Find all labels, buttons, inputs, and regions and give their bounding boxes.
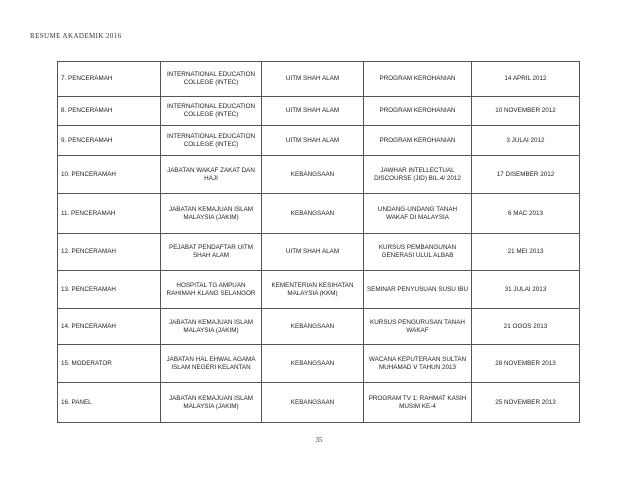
activities-table [57,61,580,423]
organizer-cell: JABATAN HAL EHWAL AGAMA ISLAM NEGERI KELANTAN [161,345,262,383]
program-cell: JAWHAR INTELLECTUAL DISCOURSE (JID) BIL.4/ 2012 [364,156,472,194]
organizer-cell: PEJABAT PENDAFTAR UITM SHAH ALAM [161,234,262,271]
program-cell: PROGRAM TV 1: RAHMAT KASIH MUSIM KE-4 [364,383,472,423]
table-row [58,62,580,97]
date-cell: 17 DISEMBER 2012 [472,156,580,194]
program-cell: SEMINAR PENYUSUAN SUSU IBU [364,271,472,309]
table-row [58,126,580,156]
date-cell: 31 JULAI 2013 [472,271,580,309]
organizer-cell: JABATAN KEMAJUAN ISLAM MALAYSIA (JAKIM) [161,309,262,345]
organizer-cell: INTERNATIONAL EDUCATION COLLEGE (INTEC) [161,62,262,97]
table-row [58,97,580,126]
organizer-cell: JABATAN WAKAF ZAKAT DAN HAJI [161,156,262,194]
date-cell: 10 NOVEMBER 2012 [472,97,580,126]
table-row [58,156,580,194]
role-cell: 16. PANEL [58,383,161,423]
level-cell: UITM SHAH ALAM [262,97,364,126]
program-cell: PROGRAM KEROHANIAN [364,97,472,126]
level-cell: UITM SHAH ALAM [262,62,364,97]
page-number: 35 [315,436,323,444]
table-row [58,194,580,234]
level-cell: KEBANGSAAN [262,383,364,423]
date-cell: 21 OGOS 2013 [472,309,580,345]
organizer-cell: HOSPITAL TG AMPUAN RAHIMAH KLANG SELANGOR [161,271,262,309]
date-cell: 21 MEI 2013 [472,234,580,271]
organizer-cell: INTERNATIONAL EDUCATION COLLEGE (INTEC) [161,126,262,156]
role-cell: 15. MODERATOR [58,345,161,383]
table-row [58,383,580,423]
level-cell: KEBANGSAAN [262,309,364,345]
program-cell: WACANA KEPUTERAAN SULTAN MUHAMAD V TAHUN 2013 [364,345,472,383]
table-row [58,234,580,271]
program-cell: PROGRAM KEROHANIAN [364,126,472,156]
table-row [58,309,580,345]
table-row [58,271,580,309]
organizer-cell: INTERNATIONAL EDUCATION COLLEGE (INTEC) [161,97,262,126]
level-cell: UITM SHAH ALAM [262,234,364,271]
date-cell: 14 APRIL 2012 [472,62,580,97]
role-cell: 9. PENCERAMAH [58,126,161,156]
role-cell: 7. PENCERAMAH [58,62,161,97]
role-cell: 10. PENCERAMAH [58,156,161,194]
level-cell: KEBANGSAAN [262,194,364,234]
role-cell: 8. PENCERAMAH [58,97,161,126]
organizer-cell: JABATAN KEMAJUAN ISLAM MALAYSIA (JAKIM) [161,383,262,423]
level-cell: KEBANGSAAN [262,345,364,383]
program-cell: KURSUS PENGURUSAN TANAH WAKAF [364,309,472,345]
date-cell: 28 NOVEMBER 2013 [472,345,580,383]
role-cell: 11. PENCERAMAH [58,194,161,234]
table-row [58,345,580,383]
organizer-cell: JABATAN KEMAJUAN ISLAM MALAYSIA (JAKIM) [161,194,262,234]
date-cell: 3 JULAI 2012 [472,126,580,156]
role-cell: 12. PENCERAMAH [58,234,161,271]
document-header: RESUME AKADEMIK 2016 [30,32,122,40]
role-cell: 14. PENCERAMAH [58,309,161,345]
program-cell: PROGRAM KEROHANIAN [364,62,472,97]
level-cell: KEMENTERIAN KESIHATAN MALAYSIA (KKM) [262,271,364,309]
role-cell: 13. PENCERAMAH [58,271,161,309]
level-cell: UITM SHAH ALAM [262,126,364,156]
program-cell: UNDANG-UNDANG TANAH WAKAF DI MALAYSIA [364,194,472,234]
program-cell: KURSUS PEMBANGUNAN GENERASI ULUL ALBAB [364,234,472,271]
level-cell: KEBANGSAAN [262,156,364,194]
date-cell: 25 NOVEMBER 2013 [472,383,580,423]
date-cell: 6 MAC 2013 [472,194,580,234]
